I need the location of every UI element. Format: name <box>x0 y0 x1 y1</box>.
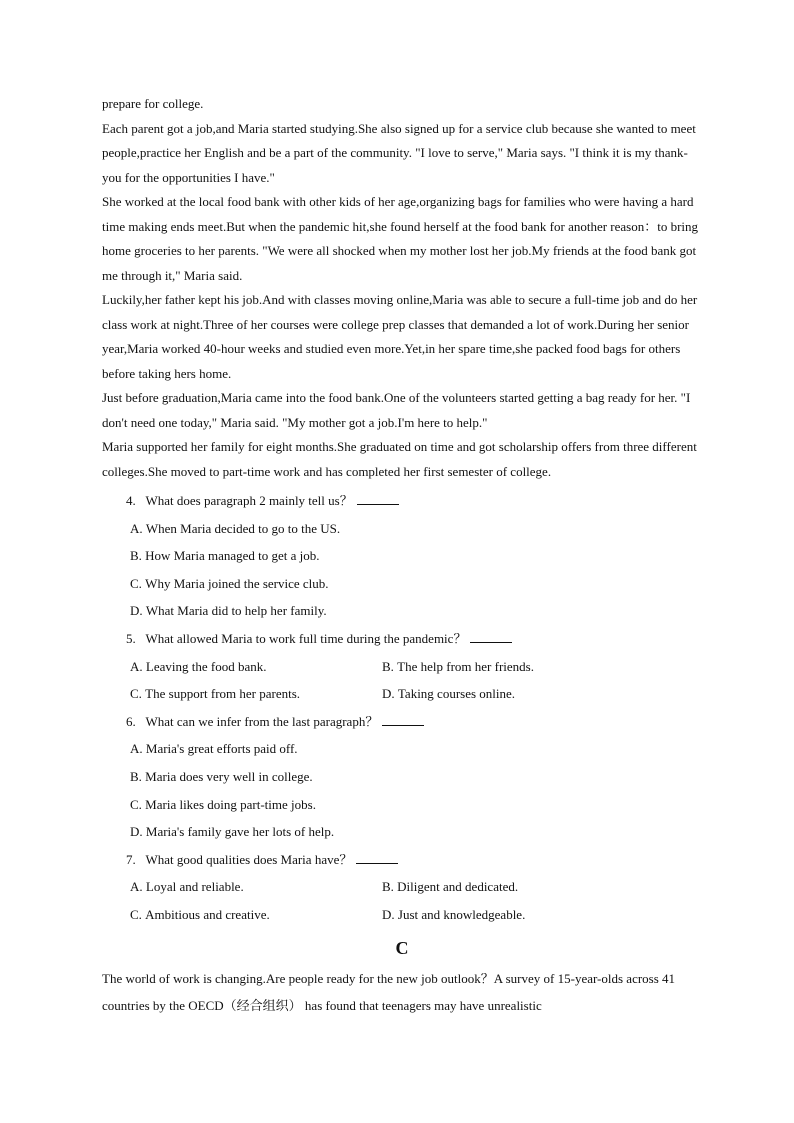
answer-blank[interactable] <box>382 713 424 726</box>
answer-blank[interactable] <box>357 492 399 505</box>
passage-b <box>102 92 702 484</box>
passage-paragraph: prepare for college. <box>102 96 204 111</box>
option-b: B. How Maria managed to get a job. <box>130 548 320 564</box>
option-d: D. What Maria did to help her family. <box>130 603 327 619</box>
option-a: A. Leaving the food bank. <box>130 658 267 674</box>
option-a: A. Loyal and reliable. <box>130 879 244 895</box>
option-c: C. Maria likes doing part-time jobs. <box>130 796 316 812</box>
passage-paragraph: The world of work is changing.Are people ready for the new job outlook？A survey of 15-year-olds across 41 countries by the OECD（经合组织） has found that teenagers may have unrealistic <box>102 970 676 1013</box>
option-a: A. Maria's great efforts paid off. <box>130 741 298 757</box>
question-6 <box>102 708 702 846</box>
option-d: D. Taking courses online. <box>382 686 516 702</box>
question-stem: 4. What does paragraph 2 mainly tell us？ <box>126 493 353 508</box>
passage-paragraph: Luckily,her father kept his job.And with classes moving online,Maria was able to secure a full-time job and do her class work at night.Three of her courses were college prep classes that demanded a lot of work.During her senior year,Maria worked 40-hour weeks and studied even more.Yet,in her spare time,she packed food bags for others before taking hers home. <box>102 292 698 381</box>
option-c: C. The support from her parents. <box>130 686 301 702</box>
option-b: B. Diligent and dedicated. <box>382 879 519 895</box>
section-c <box>102 931 702 1019</box>
option-d: D. Maria's family gave her lots of help. <box>130 824 335 840</box>
passage-paragraph: She worked at the local food bank with other kids of her age,organizing bags for families who were having a hard time making ends meet.But when the pandemic hit,she found herself at the food bank for another reason：to bring home groceries to her parents. "We were all shocked when my mother lost her job.My friends at the food bank got me through it," Maria said. <box>102 194 699 283</box>
question-4 <box>102 487 702 625</box>
option-c: C. Ambitious and creative. <box>130 906 270 922</box>
question-stem: 6. What can we infer from the last paragraph？ <box>126 713 379 729</box>
question-stem: 7. What good qualities does Maria have？ <box>126 851 353 867</box>
answer-blank[interactable] <box>356 851 398 864</box>
question-5 <box>102 625 702 708</box>
option-c: C. Why Maria joined the service club. <box>130 575 329 591</box>
answer-blank[interactable] <box>470 630 512 643</box>
option-d: D. Just and knowledgeable. <box>382 906 526 922</box>
question-7 <box>102 846 702 929</box>
option-b: B. The help from her friends. <box>382 658 534 674</box>
section-heading: C <box>395 937 409 958</box>
passage-paragraph: Just before graduation,Maria came into the food bank.One of the volunteers started getting a bag ready for her. "I don't need one today," Maria said. "My mother got a job.I'm here to help." <box>102 390 691 430</box>
document-page <box>102 92 702 1019</box>
passage-paragraph: Each parent got a job,and Maria started studying.She also signed up for a service club because she wanted to meet people,practice her English and be a part of the community. "I love to serve," Maria says. "I think it is my thank-you for the opportunities I have." <box>102 120 696 185</box>
option-a: A. When Maria decided to go to the US. <box>130 520 341 536</box>
passage-paragraph: Maria supported her family for eight months.She graduated on time and got scholarship offers from three different colleges.She moved to part-time work and has completed her first semester of college. <box>102 439 697 479</box>
question-stem: 5. What allowed Maria to work full time during the pandemic？ <box>126 630 467 646</box>
option-b: B. Maria does very well in college. <box>130 768 313 784</box>
